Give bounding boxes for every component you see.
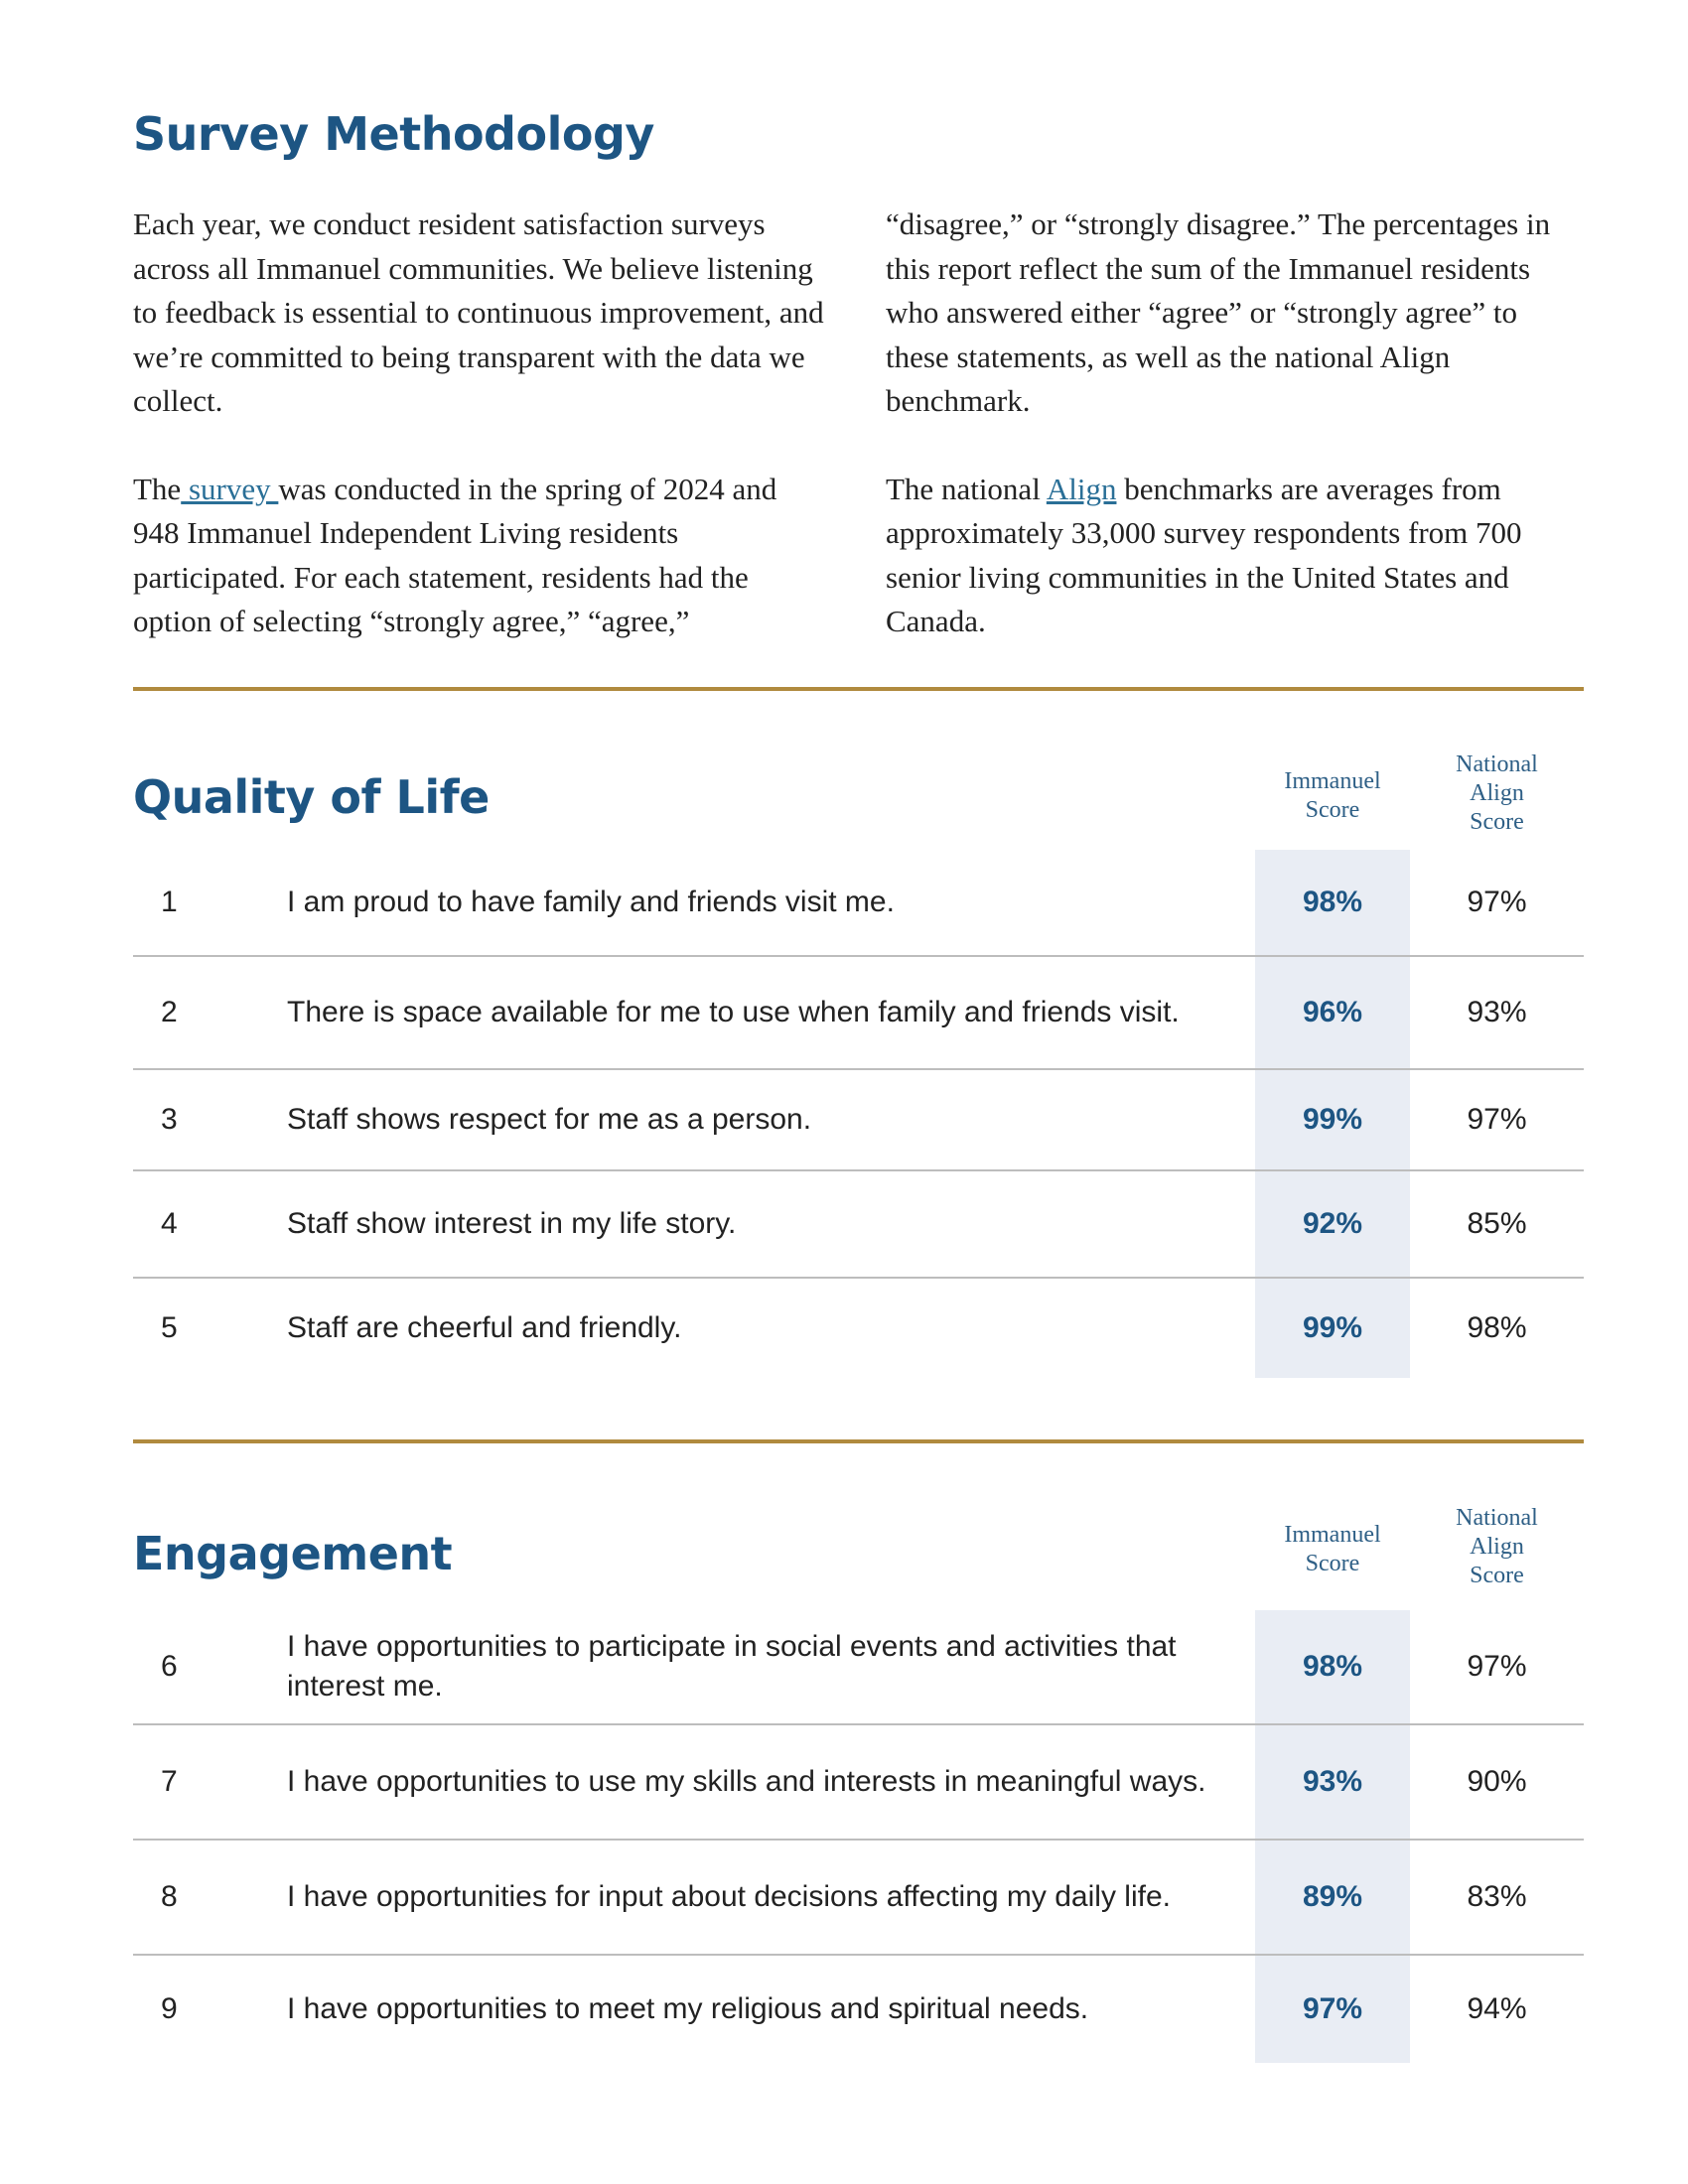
national-score: 93% xyxy=(1467,996,1527,1028)
table-row xyxy=(133,1725,1584,1841)
immanuel-score: 92% xyxy=(1302,1207,1363,1240)
immanuel-score: 98% xyxy=(1302,886,1363,918)
header-line: Score xyxy=(1470,809,1524,835)
methodology-paragraph-3: “disagree,” or “strongly disagree.” The percentages in this report reflect the sum of the Immanuel residents who answered either “agree” or “strongly agree” to these statements, as well as the national Align benchmark. xyxy=(886,206,1551,418)
national-align-score-header xyxy=(1410,1504,1584,1590)
header-line: Score xyxy=(1305,1551,1360,1576)
national-score: 97% xyxy=(1467,886,1527,918)
row-number: 6 xyxy=(161,1650,178,1683)
row-number: 4 xyxy=(161,1207,178,1240)
national-align-score-header xyxy=(1410,751,1584,837)
table-row xyxy=(133,1070,1584,1171)
table-row xyxy=(133,850,1584,957)
p2-lead-text: The xyxy=(133,471,182,506)
national-score: 98% xyxy=(1467,1311,1527,1344)
row-number: 1 xyxy=(161,886,178,918)
quality-of-life-heading: Quality of Life xyxy=(133,770,490,824)
header-line: Score xyxy=(1470,1563,1524,1588)
p4-lead-text: The national xyxy=(886,471,1047,506)
row-statement: I am proud to have family and friends visit me. xyxy=(287,886,895,918)
header-line: Align xyxy=(1470,780,1524,806)
methodology-right-column xyxy=(886,203,1581,688)
row-statement: I have opportunities to meet my religious and spiritual needs. xyxy=(287,1992,1089,2025)
header-line: Align xyxy=(1470,1534,1524,1560)
row-number: 8 xyxy=(161,1880,178,1913)
header-line: Score xyxy=(1305,797,1360,823)
national-score: 94% xyxy=(1467,1992,1527,2025)
table-row xyxy=(133,1956,1584,2063)
section-divider xyxy=(133,687,1584,691)
header-line: National xyxy=(1456,751,1538,777)
immanuel-score: 97% xyxy=(1302,1992,1363,2025)
national-score: 97% xyxy=(1467,1103,1527,1136)
section-divider xyxy=(133,1439,1584,1443)
header-line: Immanuel xyxy=(1284,1522,1381,1548)
national-score: 97% xyxy=(1467,1650,1527,1683)
row-number: 9 xyxy=(161,1992,178,2025)
methodology-paragraph-2 xyxy=(133,468,828,644)
national-score: 90% xyxy=(1467,1765,1527,1798)
immanuel-score-header xyxy=(1255,767,1410,825)
row-statement: Staff shows respect for me as a person. xyxy=(287,1103,812,1136)
row-number: 3 xyxy=(161,1103,178,1136)
survey-link[interactable]: survey xyxy=(181,471,279,506)
header-line: National xyxy=(1456,1505,1538,1531)
immanuel-score: 89% xyxy=(1302,1880,1363,1913)
survey-methodology-heading: Survey Methodology xyxy=(133,107,654,161)
row-number: 7 xyxy=(161,1765,178,1798)
p2-body-text: was conducted in the spring of 2024 and 948 Immanuel Independent Living residents participated. For each statement, residents had the option of selecting “strongly agree,” “agree,” xyxy=(133,471,777,638)
immanuel-score: 98% xyxy=(1302,1650,1363,1683)
methodology-left-column xyxy=(133,203,828,688)
row-number: 2 xyxy=(161,996,178,1028)
row-number: 5 xyxy=(161,1311,178,1344)
header-line: Immanuel xyxy=(1284,768,1381,794)
immanuel-score: 99% xyxy=(1302,1103,1363,1136)
row-statement: Staff are cheerful and friendly. xyxy=(287,1311,682,1344)
row-statement: There is space available for me to use when family and friends visit. xyxy=(287,996,1180,1028)
immanuel-score: 93% xyxy=(1302,1765,1363,1798)
methodology-paragraph-1: Each year, we conduct resident satisfaction surveys across all Immanuel communities. We believe listening to feedback is essential to continuous improvement, and we’re committed to being transparent with the data we collect. xyxy=(133,206,824,418)
table-row xyxy=(133,1171,1584,1279)
national-score: 83% xyxy=(1467,1880,1527,1913)
table-row xyxy=(133,1610,1584,1725)
table-row xyxy=(133,957,1584,1070)
immanuel-score-header xyxy=(1255,1521,1410,1578)
methodology-paragraph-4 xyxy=(886,468,1581,644)
immanuel-score: 96% xyxy=(1302,996,1363,1028)
align-link[interactable]: Align xyxy=(1046,471,1117,506)
row-statement: I have opportunities to use my skills and interests in meaningful ways. xyxy=(287,1765,1206,1798)
national-score: 85% xyxy=(1467,1207,1527,1240)
row-statement: Staff show interest in my life story. xyxy=(287,1207,737,1240)
p4-body-text: benchmarks are averages from approximately 33,000 survey respondents from 700 senior living communities in the United States and Canada. xyxy=(886,471,1522,638)
table-row xyxy=(133,1279,1584,1378)
immanuel-score: 99% xyxy=(1302,1311,1363,1344)
engagement-heading: Engagement xyxy=(133,1527,453,1580)
row-statement: I have opportunities for input about decisions affecting my daily life. xyxy=(287,1880,1171,1913)
table-row xyxy=(133,1841,1584,1956)
row-statement: I have opportunities to participate in social events and activities that interest me. xyxy=(287,1630,1177,1703)
